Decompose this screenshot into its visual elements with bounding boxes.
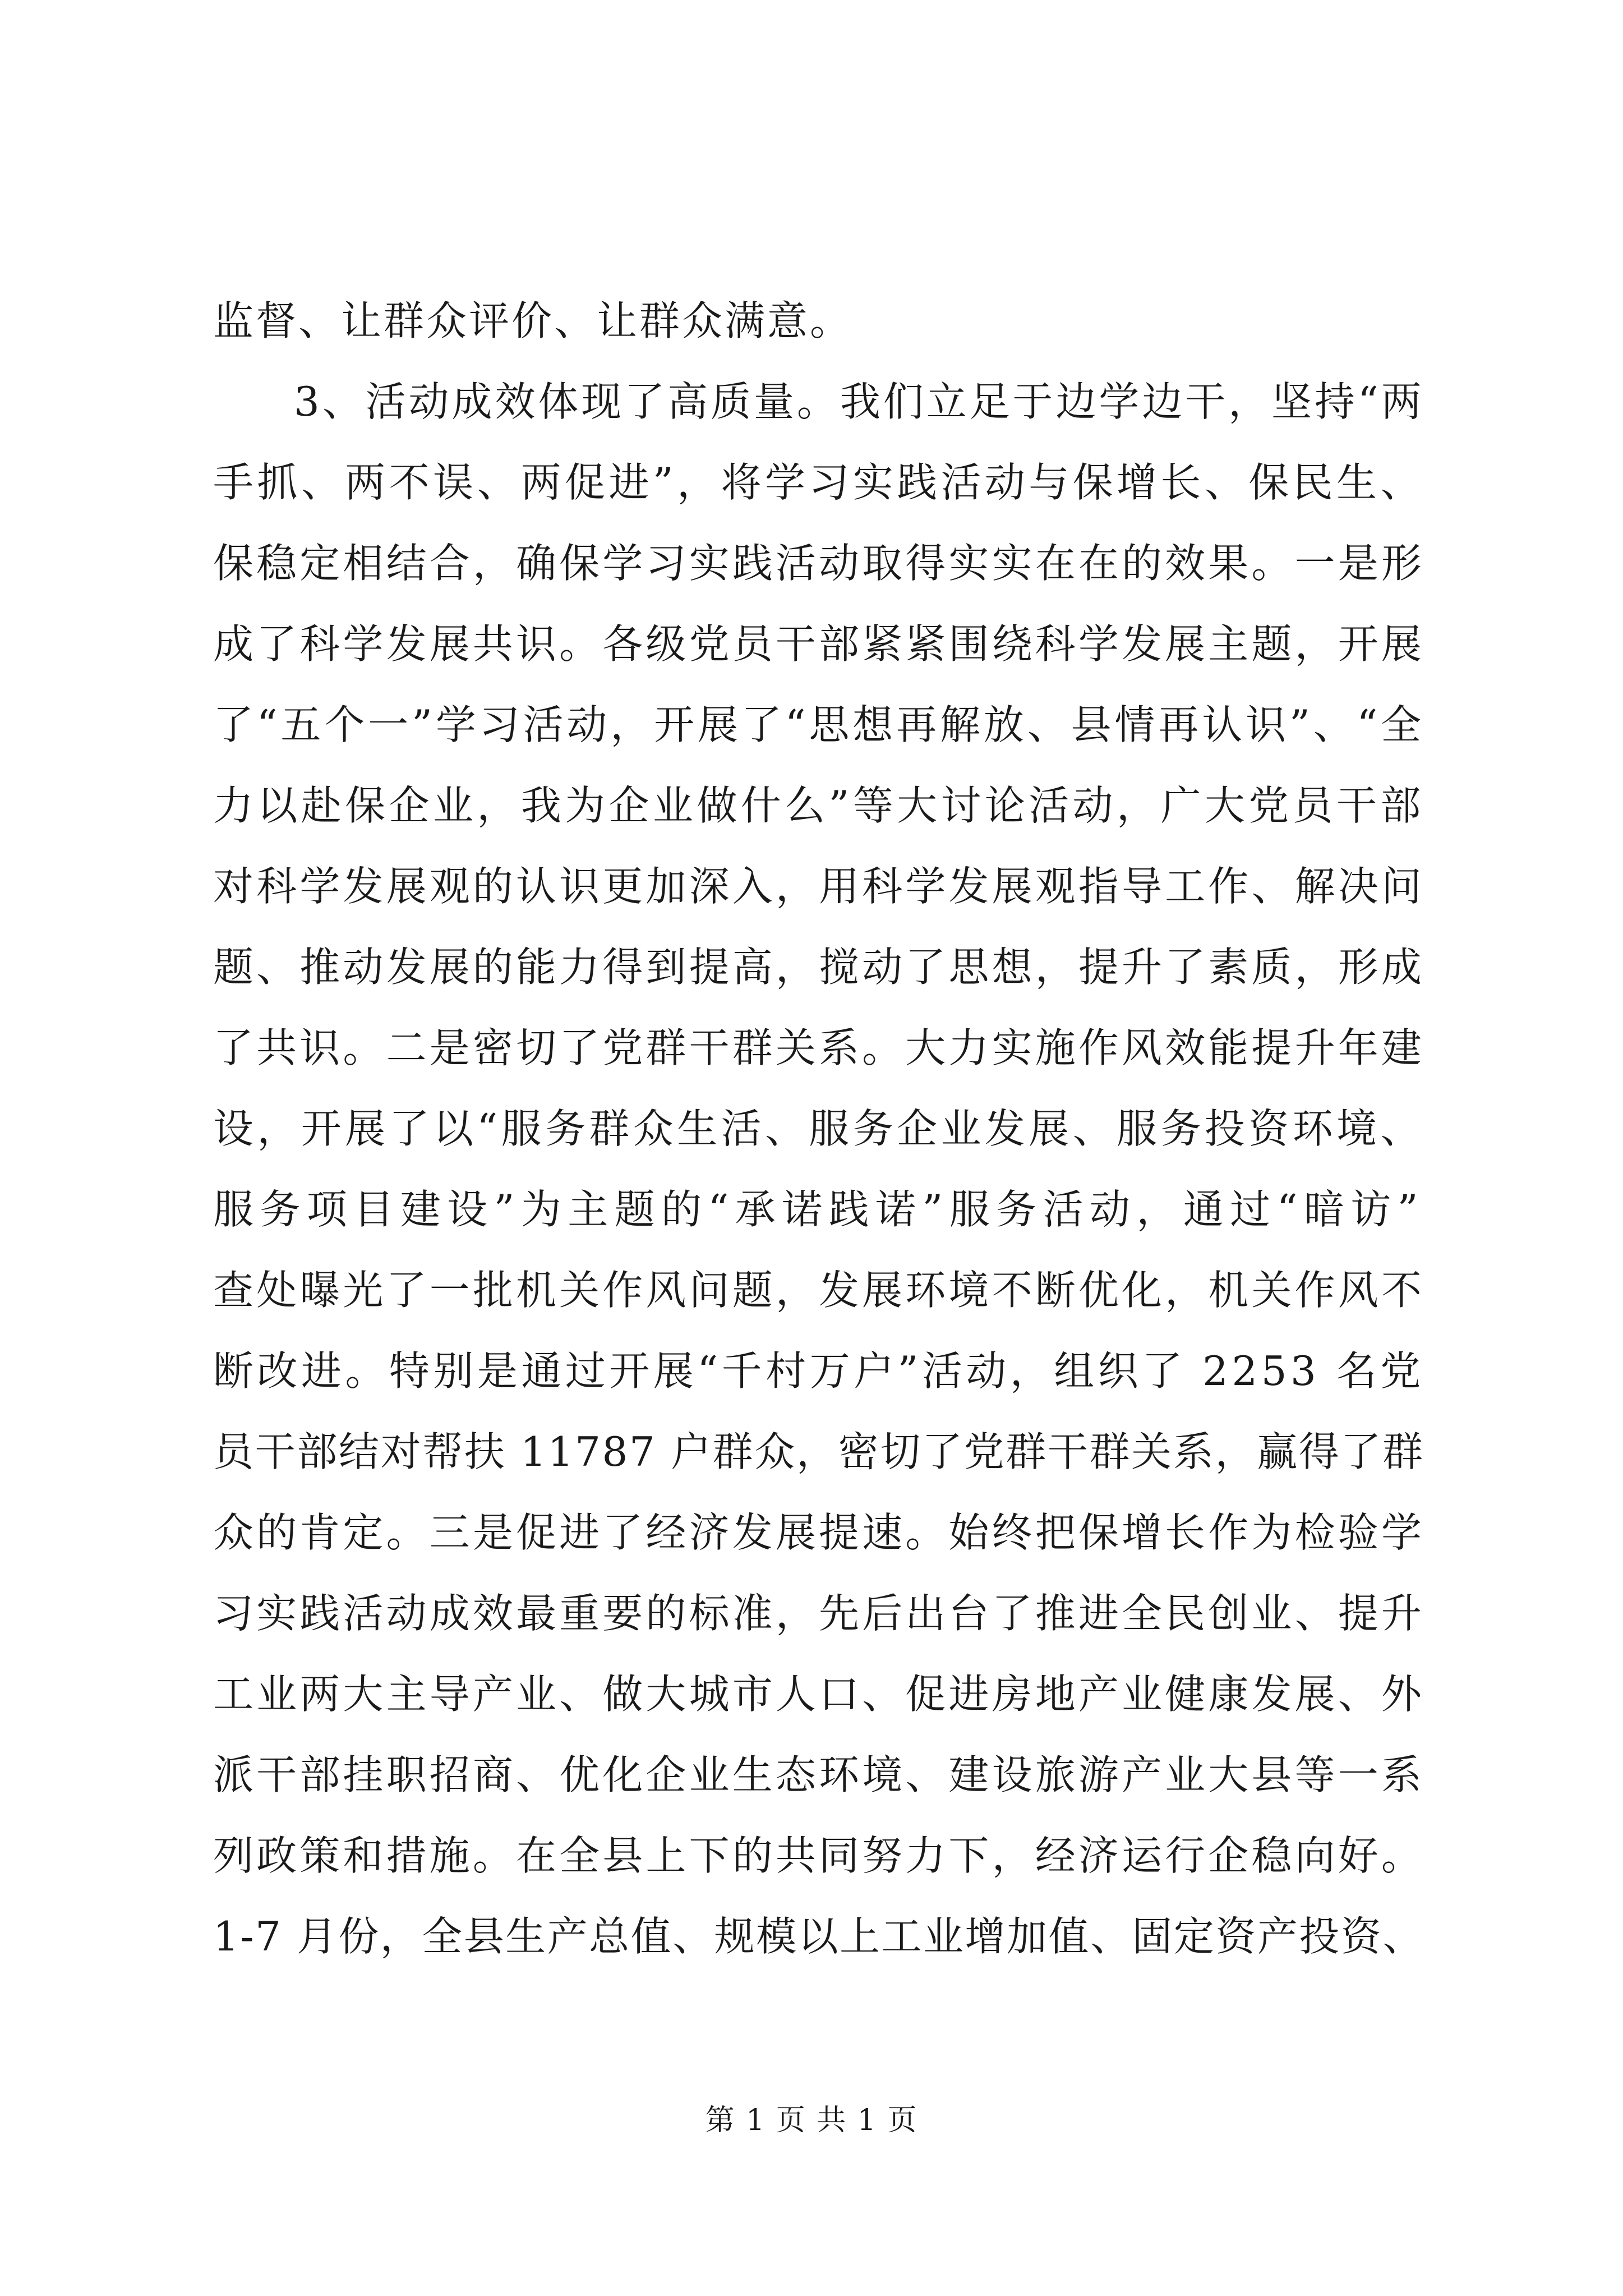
- text-line: 服务项目建设”为主题的“承诺践诺”服务活动，通过“暗访”: [213, 1186, 1425, 1233]
- text-line: 题、推动发展的能力得到提高，搅动了思想，提升了素质，形成: [213, 944, 1425, 991]
- text-line: 对科学发展观的认识更加深入，用科学发展观指导工作、解决问: [213, 863, 1425, 910]
- text-line: 成了科学发展共识。各级党员干部紧紧围绕科学发展主题，开展: [213, 620, 1425, 668]
- text-line: 了“五个一”学习活动，开展了“思想再解放、县情再认识”、“全: [213, 701, 1425, 748]
- text-line: 了共识。二是密切了党群干群关系。大力实施作风效能提升年建: [213, 1024, 1425, 1071]
- text-line: 列政策和措施。在全县上下的共同努力下，经济运行企稳向好。: [213, 1832, 1425, 1879]
- text-line: 派干部挂职招商、优化企业生态环境、建设旅游产业大县等一系: [213, 1751, 1425, 1798]
- text-line: 工业两大主导产业、做大城市人口、促进房地产业健康发展、外: [213, 1671, 1425, 1718]
- text-line: 1-7 月份，全县生产总值、规模以上工业增加值、固定资产投资、: [213, 1913, 1424, 1960]
- text-line: 设，开展了以“服务群众生活、服务企业发展、服务投资环境、: [213, 1105, 1424, 1152]
- text-line: 查处曝光了一批机关作风问题，发展环境不断优化，机关作风不: [213, 1267, 1425, 1314]
- text-line: 手抓、两不误、两促进”，将学习实践活动与保增长、保民生、: [213, 459, 1424, 506]
- text-line: 监督、让群众评价、让群众满意。: [213, 297, 853, 344]
- text-line: 断改进。特别是通过开展“千村万户”活动，组织了 2253 名党: [213, 1347, 1424, 1395]
- text-line: 保稳定相结合，确保学习实践活动取得实实在在的效果。一是形: [213, 540, 1425, 587]
- page-footer: 第 1 页 共 1 页: [705, 2104, 918, 2137]
- text-line: 众的肯定。三是促进了经济发展提速。始终把保增长作为检验学: [213, 1509, 1425, 1556]
- text-line: 力以赴保企业，我为企业做什么”等大讨论活动，广大党员干部: [213, 782, 1424, 829]
- text-line: 习实践活动成效最重要的标准，先后出台了推进全民创业、提升: [213, 1590, 1425, 1637]
- body-text: [213, 280, 1424, 1977]
- text-line: 员干部结对帮扶 11787 户群众，密切了党群干群关系，赢得了群: [213, 1428, 1424, 1475]
- text-line: 3、活动成效体现了高质量。我们立足于边学边干，坚持“两: [294, 378, 1424, 425]
